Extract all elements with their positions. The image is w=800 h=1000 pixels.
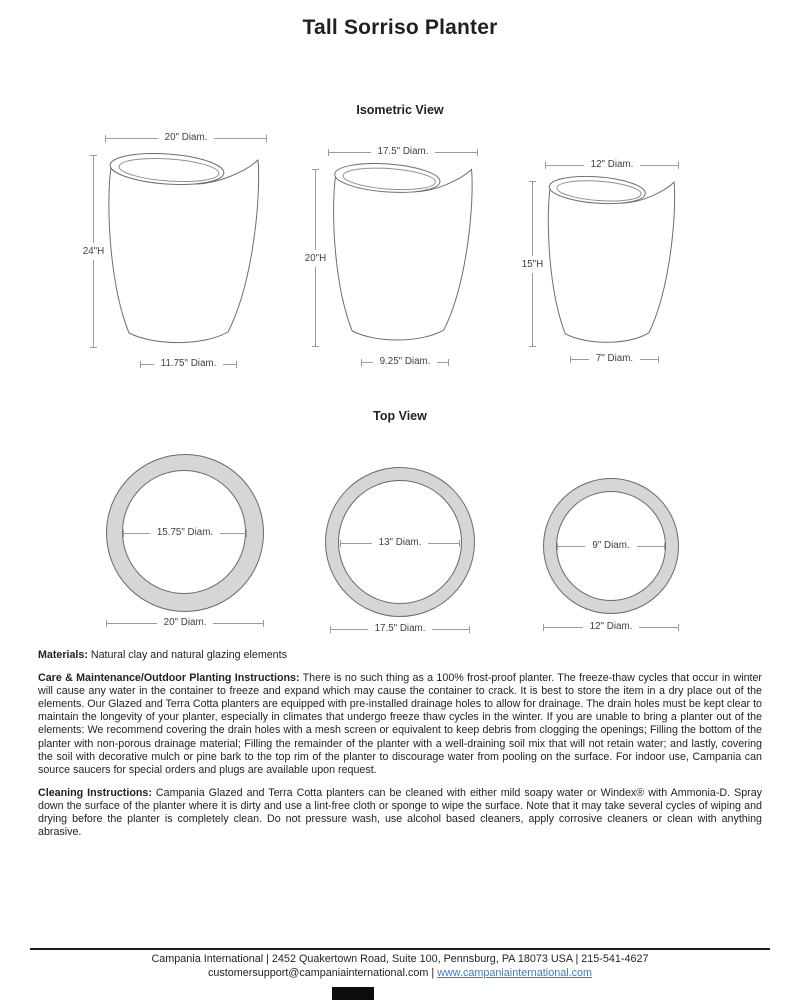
top-diameter-label: 12" Diam. — [590, 159, 634, 170]
planter-diagram-medium — [303, 128, 493, 373]
outer-diameter-label: 17.5" Diam. — [374, 623, 426, 634]
inner-diameter-dimension — [123, 527, 247, 539]
cleaning-paragraph — [38, 787, 762, 839]
cleaning-label: Cleaning Instructions: — [38, 786, 152, 799]
materials-label: Materials: — [38, 649, 88, 661]
dimension-tick — [664, 543, 665, 550]
dimension-tick — [263, 620, 264, 627]
planter-diagram-large — [80, 128, 280, 373]
top-view-heading: Top View — [373, 409, 427, 423]
outer-diameter-dimension — [543, 621, 679, 633]
cleaning-text: Campania Glazed and Terra Cotta planters can be cleaned with either mild soapy water or Windex® with Ammonia-D. Spray down the surface of the planter where it is dirty and use a lint-free cloth or sponge to wipe the surface. Note that it may take several cycles of wiping and drying before the planter is completely clean. Do not pressure wash, use alcohol based cleaners, apply corrosive cleaners or clean with anything abrasive. — [38, 786, 762, 839]
logo-mark — [332, 987, 374, 1000]
outer-diameter-dimension — [106, 617, 264, 629]
dimension-line — [93, 156, 94, 243]
dimension-tick — [529, 346, 536, 347]
top-diameter-label: 17.5" Diam. — [377, 146, 429, 157]
dimension-line — [637, 546, 664, 547]
inner-diameter-dimension — [340, 537, 460, 549]
dimension-line — [329, 152, 371, 153]
dimension-line — [432, 629, 469, 630]
height-label: 20"H — [304, 252, 327, 264]
dimension-line — [546, 165, 584, 166]
dimension-line — [106, 138, 158, 139]
top-diameter-dimension — [328, 146, 478, 158]
dimension-line — [220, 533, 246, 534]
instructions-text-block — [38, 649, 762, 849]
dimension-line — [341, 543, 372, 544]
dimension-tick — [236, 361, 237, 368]
height-dimension — [303, 169, 328, 347]
dimension-line — [532, 182, 533, 256]
footer-separator: | — [428, 967, 438, 979]
dimension-line — [571, 359, 589, 360]
bottom-diameter-dimension — [361, 356, 449, 368]
dimension-tick — [469, 626, 470, 633]
dimension-tick — [678, 162, 679, 169]
top-diameter-dimension — [545, 159, 679, 171]
inner-diameter-dimension — [557, 540, 665, 552]
height-dimension — [80, 155, 107, 348]
dimension-tick — [658, 356, 659, 363]
inner-diameter-label: 9" Diam. — [592, 540, 630, 551]
dimension-tick — [246, 530, 247, 537]
footer-contact — [0, 967, 800, 979]
inner-diameter-label: 15.75" Diam. — [156, 527, 214, 538]
bottom-diameter-label: 7" Diam. — [595, 353, 634, 364]
height-label: 24"H — [82, 246, 105, 257]
bottom-diameter-dimension — [570, 353, 659, 365]
top-view-circle-small — [543, 478, 679, 638]
height-dimension — [520, 181, 545, 347]
dimension-line — [93, 260, 94, 347]
materials-paragraph — [38, 649, 762, 662]
top-diameter-label: 20" Diam. — [164, 132, 208, 143]
care-text: There is no such thing as a 100% frost-proof planter. The freeze-thaw cycles that occur in winter will cause any water in the container to freeze and expand which may cause the container to crack. It is best to store the item in a dry place out of the elements. Our Glazed and Terra Cotta planters are equipped with pre-installed drainage holes to allow for drainage. The drain holes must be kept clear to maintain the longevity of your planter, especially in climates that undergo freeze thaw cycles in the winter. If you are unable to bring a planter out of the elements: We recommend covering the drain holes with a mesh screen or equivalent to keep debris from clogging the openings; Filling the bottom of the planter with non-porous drainage material; Filling the remainder of the planter with a well-draining soil mix that will not retain water; and lastly, covering the soil with decorative mulch or pine bark to the top rim of the planter to discourage water from pooling on the surface. For indoor use, Campania can source saucers for special orders and plugs are available upon request. — [38, 672, 762, 776]
dimension-line — [223, 364, 236, 365]
dimension-line — [141, 364, 154, 365]
top-diameter-dimension — [105, 132, 267, 144]
dimension-tick — [477, 149, 478, 156]
dimension-line — [639, 627, 678, 628]
top-view-circle-medium — [325, 467, 475, 637]
height-label: 15"H — [521, 258, 544, 270]
dimension-line — [544, 627, 583, 628]
care-label: Care & Maintenance/Outdoor Planting Instructions: — [38, 672, 300, 685]
outer-diameter-label: 20" Diam. — [163, 617, 207, 628]
dimension-line — [640, 165, 678, 166]
bottom-diameter-label: 11.75" Diam. — [160, 358, 217, 369]
planter-outline-drawing — [105, 153, 265, 348]
outer-diameter-label: 12" Diam. — [589, 621, 633, 632]
dimension-line — [532, 273, 533, 347]
dimension-line — [213, 623, 263, 624]
bottom-diameter-dimension — [140, 358, 237, 370]
dimension-tick — [90, 347, 97, 348]
bottom-diameter-label: 9.25" Diam. — [379, 356, 431, 367]
dimension-tick — [448, 359, 449, 366]
planter-outline-drawing — [545, 176, 680, 347]
footer-address: Campania International | 2452 Quakertown Road, Suite 100, Pennsburg, PA 18073 USA | 215-541-4627 — [151, 953, 649, 965]
dimension-line — [107, 623, 157, 624]
dimension-line — [362, 362, 373, 363]
dimension-tick — [312, 346, 319, 347]
materials-text: Natural clay and natural glazing elements — [87, 649, 287, 661]
dimension-tick — [459, 540, 460, 547]
dimension-line — [437, 362, 448, 363]
planter-diagram-small — [520, 128, 700, 373]
dimension-line — [315, 170, 316, 250]
dimension-tick — [266, 135, 267, 142]
dimension-line — [435, 152, 477, 153]
dimension-line — [124, 533, 150, 534]
outer-diameter-dimension — [330, 623, 470, 635]
inner-diameter-label: 13" Diam. — [378, 537, 422, 548]
dimension-line — [315, 267, 316, 347]
dimension-line — [331, 629, 368, 630]
isometric-view-heading: Isometric View — [356, 103, 444, 117]
dimension-line — [428, 543, 459, 544]
care-paragraph — [38, 672, 762, 777]
dimension-tick — [678, 624, 679, 631]
page-title: Tall Sorriso Planter — [302, 16, 498, 39]
planter-outline-drawing — [330, 163, 478, 345]
dimension-line — [558, 546, 585, 547]
top-view-circle-large — [106, 454, 264, 634]
footer-website-link[interactable]: www.campaniainternational.com — [437, 967, 593, 979]
footer-divider — [30, 948, 770, 950]
dimension-line — [214, 138, 266, 139]
dimension-line — [640, 359, 658, 360]
footer-email: customersupport@campaniainternational.com — [207, 967, 429, 979]
